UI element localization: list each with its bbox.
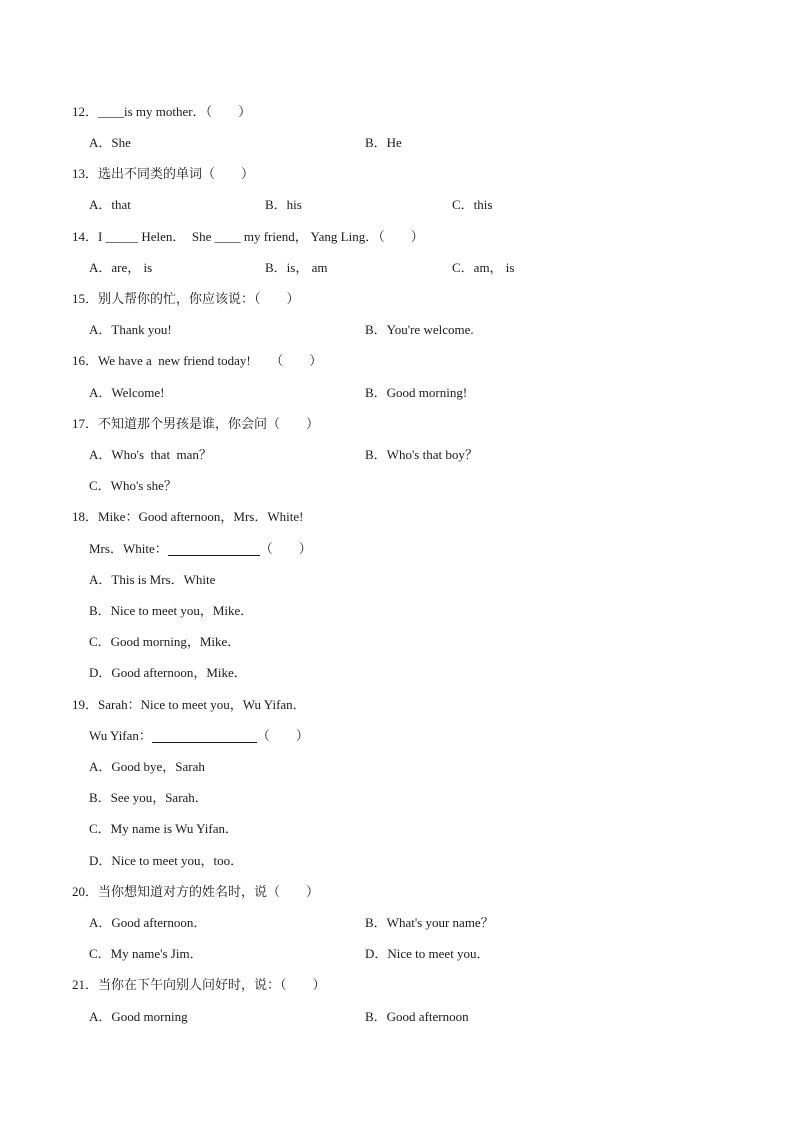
question-15-options bbox=[0, 320, 794, 340]
question-18-option-b[interactable]: B．Nice to meet you，Mike． bbox=[89, 603, 254, 618]
question-12-option-a[interactable]: A．She bbox=[89, 135, 131, 150]
question-19-speaker: Wu Yifan： bbox=[89, 728, 152, 743]
question-13-option-a[interactable]: A．that bbox=[89, 197, 131, 212]
question-19-dialogue-line bbox=[0, 726, 794, 746]
question-18-option-a[interactable]: A．This is Mrs．White bbox=[89, 572, 216, 587]
question-13-stem: 13．选出不同类的单词（ ） bbox=[72, 166, 255, 181]
question-18-speaker: Mrs．White： bbox=[89, 541, 168, 556]
question-19-option-b[interactable]: B．See you，Sarah． bbox=[89, 790, 208, 805]
question-14-option-c[interactable]: C．am， is bbox=[452, 260, 515, 275]
question-16-options bbox=[0, 383, 794, 403]
question-15-option-b[interactable]: B．You're welcome. bbox=[365, 322, 474, 337]
question-17-option-c[interactable]: C．Who's she？ bbox=[89, 478, 177, 493]
question-19-stem: 19．Sarah：Nice to meet you，Wu Yifan． bbox=[72, 697, 306, 712]
question-15-stem: 15．别人帮你的忙，你应该说：（ ） bbox=[72, 291, 300, 306]
question-13-option-c[interactable]: C．this bbox=[452, 197, 493, 212]
question-18-option-c[interactable]: C．Good morning，Mike． bbox=[89, 634, 241, 649]
question-13-options bbox=[0, 195, 794, 215]
question-12-stem: 12．____is my mother．（ ） bbox=[72, 104, 252, 119]
question-19-option-c[interactable]: C．My name is Wu Yifan． bbox=[89, 821, 238, 836]
question-18-dialogue-line bbox=[0, 539, 794, 559]
question-16-option-b[interactable]: B．Good morning! bbox=[365, 385, 468, 400]
question-21-options bbox=[0, 1007, 794, 1027]
question-20-option-b[interactable]: B．What's your name？ bbox=[365, 915, 494, 930]
question-17-stem: 17．不知道那个男孩是谁，你会问（ ） bbox=[72, 416, 320, 431]
question-20-options-row1 bbox=[0, 913, 794, 933]
question-17-options bbox=[0, 445, 794, 465]
question-20-option-c[interactable]: C．My name's Jim． bbox=[89, 946, 203, 961]
question-14-option-a[interactable]: A．are， is bbox=[89, 260, 153, 275]
question-16-option-a[interactable]: A．Welcome! bbox=[89, 385, 165, 400]
question-17-option-b[interactable]: B．Who's that boy？ bbox=[365, 447, 478, 462]
question-20-option-d[interactable]: D．Nice to meet you． bbox=[365, 946, 490, 961]
question-14-options bbox=[0, 258, 794, 278]
question-18-stem: 18．Mike：Good afternoon，Mrs．White! bbox=[72, 509, 304, 524]
question-19-answer-blank[interactable] bbox=[152, 728, 257, 743]
question-19-option-d[interactable]: D．Nice to meet you，too． bbox=[89, 853, 244, 868]
question-21-option-b[interactable]: B．Good afternoon bbox=[365, 1009, 469, 1024]
question-20-stem: 20．当你想知道对方的姓名时，说（ ） bbox=[72, 884, 320, 899]
question-19-bracket: （ ） bbox=[256, 728, 309, 743]
question-19-option-a[interactable]: A．Good bye，Sarah bbox=[89, 759, 205, 774]
question-12-options bbox=[0, 133, 794, 153]
question-18-answer-blank[interactable] bbox=[168, 541, 260, 556]
question-18-bracket: （ ） bbox=[259, 541, 312, 556]
question-13-option-b[interactable]: B．his bbox=[265, 197, 302, 212]
question-14-option-b[interactable]: B．is， am bbox=[265, 260, 328, 275]
question-15-option-a[interactable]: A．Thank you! bbox=[89, 322, 172, 337]
question-16-stem: 16．We have a new friend today! （ ） bbox=[72, 353, 323, 368]
question-20-option-a[interactable]: A．Good afternoon． bbox=[89, 915, 207, 930]
question-17-option-a[interactable]: A．Who's that man？ bbox=[89, 447, 212, 462]
question-21-stem: 21．当你在下午向别人问好时，说：（ ） bbox=[72, 977, 326, 992]
question-20-options-row2 bbox=[0, 944, 794, 964]
question-14-stem: 14．I _____ Helen． She ____ my friend， Yang Ling．（ ） bbox=[72, 229, 424, 244]
question-21-option-a[interactable]: A．Good morning bbox=[89, 1009, 188, 1024]
question-18-option-d[interactable]: D．Good afternoon，Mike． bbox=[89, 665, 247, 680]
question-12-option-b[interactable]: B．He bbox=[365, 135, 402, 150]
